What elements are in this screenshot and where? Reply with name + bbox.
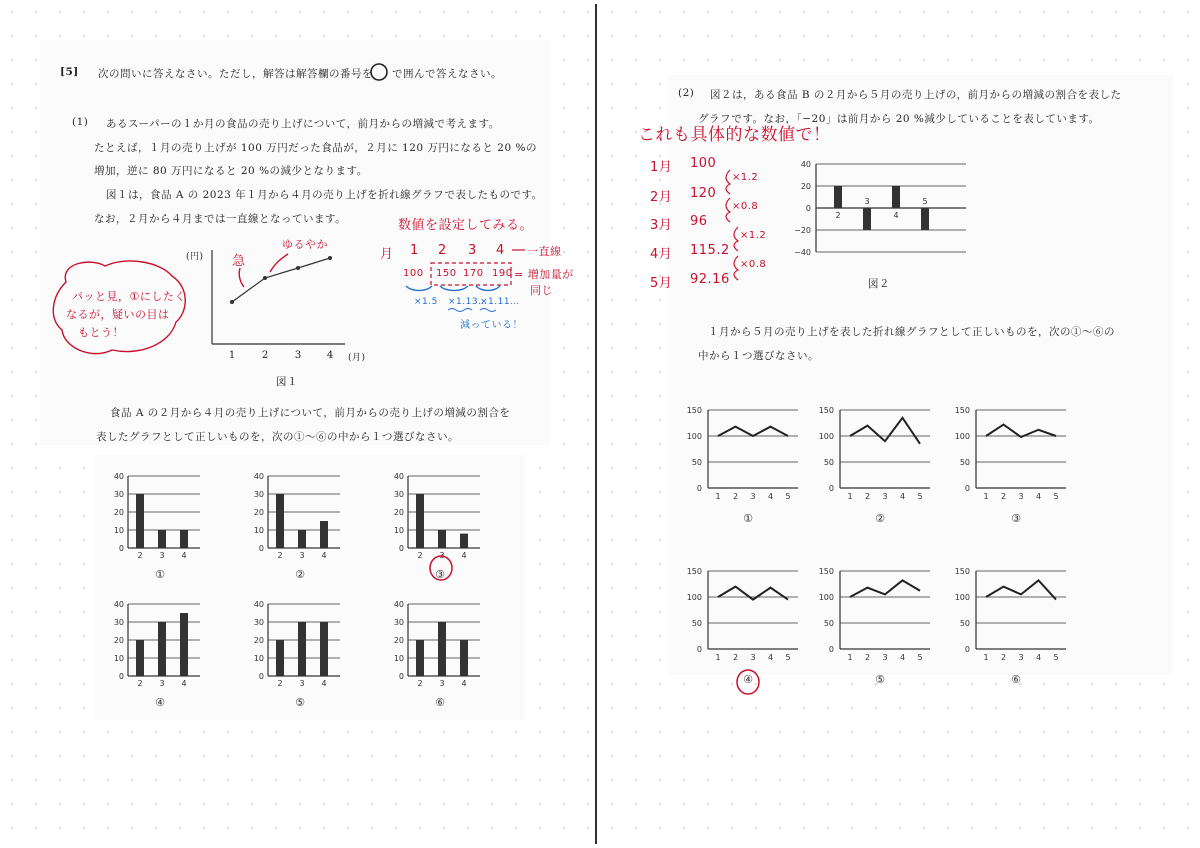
y-tick-label: 0 xyxy=(964,484,970,493)
annotation-month: 4月 xyxy=(650,247,673,262)
annotation-ratio: ×1.13… xyxy=(448,297,488,307)
bubble-text: もとう！ xyxy=(78,326,124,339)
bubble-text: なるが，疑いの目は xyxy=(66,308,170,321)
y-tick-label: 50 xyxy=(959,458,970,467)
y-tick-label: 150 xyxy=(686,406,702,415)
fig1-x-label: 4 xyxy=(326,350,334,361)
x-tick-label: 4 xyxy=(461,679,467,688)
y-tick-label: 40 xyxy=(113,600,124,609)
y-tick-label: 0 xyxy=(805,204,811,213)
annotation-same-increase: = 増加量が xyxy=(514,268,574,281)
x-tick-label: 5 xyxy=(917,653,923,662)
y-tick-label: 0 xyxy=(696,484,702,493)
question-intro: 次の問いに答えなさい。ただし，解答は解答欄の番号を xyxy=(98,68,373,80)
fig1-x-label: 2 xyxy=(261,350,269,361)
answer-circle xyxy=(430,556,452,580)
x-tick-label: 3 xyxy=(882,653,888,662)
y-tick-label: 50 xyxy=(823,619,834,628)
y-tick-label: 0 xyxy=(964,645,970,654)
y-tick-label: 100 xyxy=(954,432,970,441)
x-tick-label: 1 xyxy=(983,653,989,662)
x-tick-label: 2 xyxy=(277,679,283,688)
annotation-ratio: ×1.5 xyxy=(414,297,438,307)
annotation-value: 170 xyxy=(463,268,484,279)
x-tick-label: 5 xyxy=(1053,653,1059,662)
y-tick-label: 40 xyxy=(800,160,811,169)
y-tick-label: 150 xyxy=(954,567,970,576)
y-tick-label: 20 xyxy=(113,508,124,517)
choice-label: ② xyxy=(295,568,305,581)
x-tick-label: 4 xyxy=(1035,492,1042,501)
annotation-value: 120 xyxy=(690,186,717,201)
question-number: [5] xyxy=(60,66,79,78)
annotation-value: 96 xyxy=(690,214,708,229)
x-tick-label: 2 xyxy=(137,551,143,560)
part2-line: 図２は，ある食品 B の２月から５月の売り上げの，前月からの増減の割合を表した xyxy=(710,89,1122,101)
x-tick-label: 2 xyxy=(732,653,739,662)
annotation-row-month: 1 xyxy=(410,243,419,258)
y-tick-label: 30 xyxy=(253,490,264,499)
y-tick-label: 10 xyxy=(113,654,124,663)
y-tick-label: 100 xyxy=(686,593,702,602)
choice-label: ③ xyxy=(1011,512,1021,525)
y-tick-label: 10 xyxy=(113,526,124,535)
y-tick-label: 30 xyxy=(113,490,124,499)
annotation-value: 100 xyxy=(690,156,717,171)
x-tick-label: 2 xyxy=(277,551,283,560)
choice-label: ① xyxy=(155,568,165,581)
right-page xyxy=(598,0,1200,848)
part1-line: なお，２月から４月までは一直線となっています。 xyxy=(94,213,347,225)
annotation-same-increase: 同じ xyxy=(530,284,553,297)
fig1-month-unit: (月) xyxy=(348,353,366,363)
part1-line: 図１は，食品 A の 2023 年１月から４月の売り上げを折れ線グラフで表したものです。 xyxy=(106,189,543,201)
y-tick-label: 0 xyxy=(828,645,834,654)
x-tick-label: 5 xyxy=(785,653,791,662)
x-tick-label: 5 xyxy=(917,492,923,501)
choice-label: ③ xyxy=(435,568,445,581)
y-tick-label: 20 xyxy=(253,636,264,645)
x-tick-label: 3 xyxy=(439,551,445,560)
x-tick-label: 3 xyxy=(299,679,305,688)
y-tick-label: 10 xyxy=(393,654,404,663)
annotation-row-month: 月 xyxy=(380,247,394,262)
y-tick-label: 20 xyxy=(113,636,124,645)
question-line: 表したグラフとして正しいものを，次の①～⑥の中から１つ選びなさい。 xyxy=(96,431,459,443)
x-tick-label: 2 xyxy=(835,211,841,220)
y-tick-label: 40 xyxy=(253,472,264,481)
y-tick-label: 50 xyxy=(823,458,834,467)
y-tick-label: 100 xyxy=(954,593,970,602)
annotation-straight: 一直線 xyxy=(527,245,562,258)
x-tick-label: 5 xyxy=(785,492,791,501)
y-tick-label: 30 xyxy=(393,618,404,627)
x-tick-label: 3 xyxy=(159,679,165,688)
annotation-multiplier: ×1.2 xyxy=(740,230,767,241)
y-tick-label: 0 xyxy=(118,544,124,553)
y-tick-label: 40 xyxy=(393,472,404,481)
x-tick-label: 4 xyxy=(321,551,327,560)
x-tick-label: 2 xyxy=(864,492,871,501)
y-tick-label: 0 xyxy=(828,484,834,493)
part2-line: グラフです。なお，「−20」は前月から 20 %減少していることを表しています。 xyxy=(698,113,1100,125)
x-tick-label: 3 xyxy=(1018,653,1024,662)
x-tick-label: 3 xyxy=(299,551,305,560)
x-tick-label: 4 xyxy=(181,679,187,688)
x-tick-label: 3 xyxy=(864,197,870,206)
y-tick-label: 30 xyxy=(393,490,404,499)
annotation-decreasing: 減っている！ xyxy=(460,320,523,331)
choice-label: ④ xyxy=(155,696,165,709)
y-tick-label: 50 xyxy=(959,619,970,628)
annotation-kyu: 急 xyxy=(232,254,246,269)
x-tick-label: 2 xyxy=(864,653,871,662)
y-tick-label: 0 xyxy=(398,672,404,681)
choice-label: ⑥ xyxy=(1011,673,1021,686)
y-tick-label: 150 xyxy=(954,406,970,415)
fig1-x-label: 1 xyxy=(228,350,236,361)
y-tick-label: 20 xyxy=(393,508,404,517)
x-tick-label: 1 xyxy=(983,492,989,501)
y-tick-label: 20 xyxy=(253,508,264,517)
annotation-month: 3月 xyxy=(650,218,673,233)
choice-label: ⑤ xyxy=(875,673,885,686)
annotation-multiplier: ×1.2 xyxy=(732,172,759,183)
answer-circle-2 xyxy=(598,0,1200,848)
annotation-multiplier: ×0.8 xyxy=(732,201,759,212)
x-tick-label: 1 xyxy=(715,653,721,662)
x-tick-label: 4 xyxy=(461,551,467,560)
y-tick-label: 150 xyxy=(818,406,834,415)
y-tick-label: 150 xyxy=(818,567,834,576)
y-tick-label: 10 xyxy=(393,526,404,535)
x-tick-label: 5 xyxy=(1053,492,1059,501)
x-tick-label: 3 xyxy=(1018,492,1024,501)
annotation-set-values: 数値を設定してみる。 xyxy=(398,218,534,233)
x-tick-label: 1 xyxy=(715,492,721,501)
y-tick-label: 30 xyxy=(253,618,264,627)
part1-line: 増加，逆に 80 万円になると 20 %の減少となります。 xyxy=(94,165,368,177)
annotation-row-month: 4 xyxy=(496,243,505,258)
question-intro-tail: で囲んで答えなさい。 xyxy=(392,68,502,80)
annotation-ratio: ×1.11… xyxy=(480,297,520,307)
choice-label: ⑥ xyxy=(435,696,445,709)
x-tick-label: 4 xyxy=(899,492,906,501)
y-tick-label: 10 xyxy=(253,654,264,663)
x-tick-label: 2 xyxy=(1000,653,1007,662)
y-tick-label: 0 xyxy=(118,672,124,681)
left-page xyxy=(0,0,595,848)
y-tick-label: 20 xyxy=(800,182,811,191)
part2-number: (2) xyxy=(678,87,695,99)
choice-label: ④ xyxy=(743,673,753,686)
y-tick-label: 40 xyxy=(393,600,404,609)
y-tick-label: 50 xyxy=(691,458,702,467)
question-line: 食品 A の２月から４月の売り上げについて，前月からの売り上げの増減の割合を xyxy=(110,407,511,419)
annotation-title: これも具体的な数値で！ xyxy=(638,125,831,145)
x-tick-label: 3 xyxy=(439,679,445,688)
y-tick-label: 20 xyxy=(393,636,404,645)
choice-label: ⑤ xyxy=(295,696,305,709)
x-tick-label: 4 xyxy=(767,653,774,662)
annotation-month: 5月 xyxy=(650,276,673,291)
x-tick-label: 4 xyxy=(893,211,899,220)
x-tick-label: 2 xyxy=(137,679,143,688)
x-tick-label: 3 xyxy=(750,492,756,501)
fig1-caption: 図１ xyxy=(276,376,298,388)
x-tick-label: 2 xyxy=(417,551,423,560)
bubble-text: パッと見，①にしたく xyxy=(72,290,186,303)
y-tick-label: 100 xyxy=(686,432,702,441)
annotation-value: 190 xyxy=(492,268,513,279)
annotation-yuruyaka: ゆるやか xyxy=(282,238,328,251)
annotation-value: 115.2 xyxy=(690,243,730,258)
annotation-value: 100 xyxy=(403,268,424,279)
fig2-caption: 図２ xyxy=(868,278,890,290)
y-tick-label: 50 xyxy=(691,619,702,628)
y-tick-label: 0 xyxy=(258,544,264,553)
x-tick-label: 2 xyxy=(1000,492,1007,501)
y-tick-label: −40 xyxy=(794,248,811,257)
choice-label: ② xyxy=(875,512,885,525)
annotation-row-month: 2 xyxy=(438,243,447,258)
y-tick-label: 100 xyxy=(818,593,834,602)
x-tick-label: 3 xyxy=(882,492,888,501)
y-tick-label: 40 xyxy=(253,600,264,609)
y-tick-label: 0 xyxy=(258,672,264,681)
x-tick-label: 4 xyxy=(181,551,187,560)
question-line: 中から１つ選びなさい。 xyxy=(698,350,819,362)
y-tick-label: 0 xyxy=(398,544,404,553)
x-tick-label: 4 xyxy=(321,679,327,688)
annotation-value: 92.16 xyxy=(690,272,730,287)
fig1-x-label: 3 xyxy=(294,350,302,361)
fig1-unit: (円) xyxy=(186,252,204,262)
y-tick-label: 40 xyxy=(113,472,124,481)
annotation-multiplier: ×0.8 xyxy=(740,259,767,270)
x-tick-label: 5 xyxy=(922,197,928,206)
x-tick-label: 2 xyxy=(417,679,423,688)
annotation-month: 1月 xyxy=(650,160,673,175)
part1-line: あるスーパーの１か月の食品の売り上げについて，前月からの増減で考えます。 xyxy=(106,118,500,130)
choice-label: ① xyxy=(743,512,753,525)
page-divider xyxy=(595,4,597,844)
annotation-strokes xyxy=(0,0,595,848)
x-tick-label: 1 xyxy=(847,653,853,662)
x-tick-label: 3 xyxy=(159,551,165,560)
annotation-row-month: 3 xyxy=(468,243,477,258)
y-tick-label: −20 xyxy=(794,226,811,235)
y-tick-label: 0 xyxy=(696,645,702,654)
y-tick-label: 30 xyxy=(113,618,124,627)
x-tick-label: 4 xyxy=(767,492,774,501)
y-tick-label: 150 xyxy=(686,567,702,576)
x-tick-label: 4 xyxy=(899,653,906,662)
x-tick-label: 4 xyxy=(1035,653,1042,662)
annotation-value: 150 xyxy=(436,268,457,279)
x-tick-label: 3 xyxy=(750,653,756,662)
x-tick-label: 2 xyxy=(732,492,739,501)
part1-number: (1) xyxy=(72,116,89,128)
annotation-month: 2月 xyxy=(650,190,673,205)
part1-line: たとえば，１月の売り上げが 100 万円だった食品が，２月に 120 万円になると 20 %の xyxy=(94,142,537,154)
y-tick-label: 10 xyxy=(253,526,264,535)
x-tick-label: 1 xyxy=(847,492,853,501)
y-tick-label: 100 xyxy=(818,432,834,441)
question-line: １月から５月の売り上げを表した折れ線グラフとして正しいものを，次の①～⑥の xyxy=(708,326,1115,338)
